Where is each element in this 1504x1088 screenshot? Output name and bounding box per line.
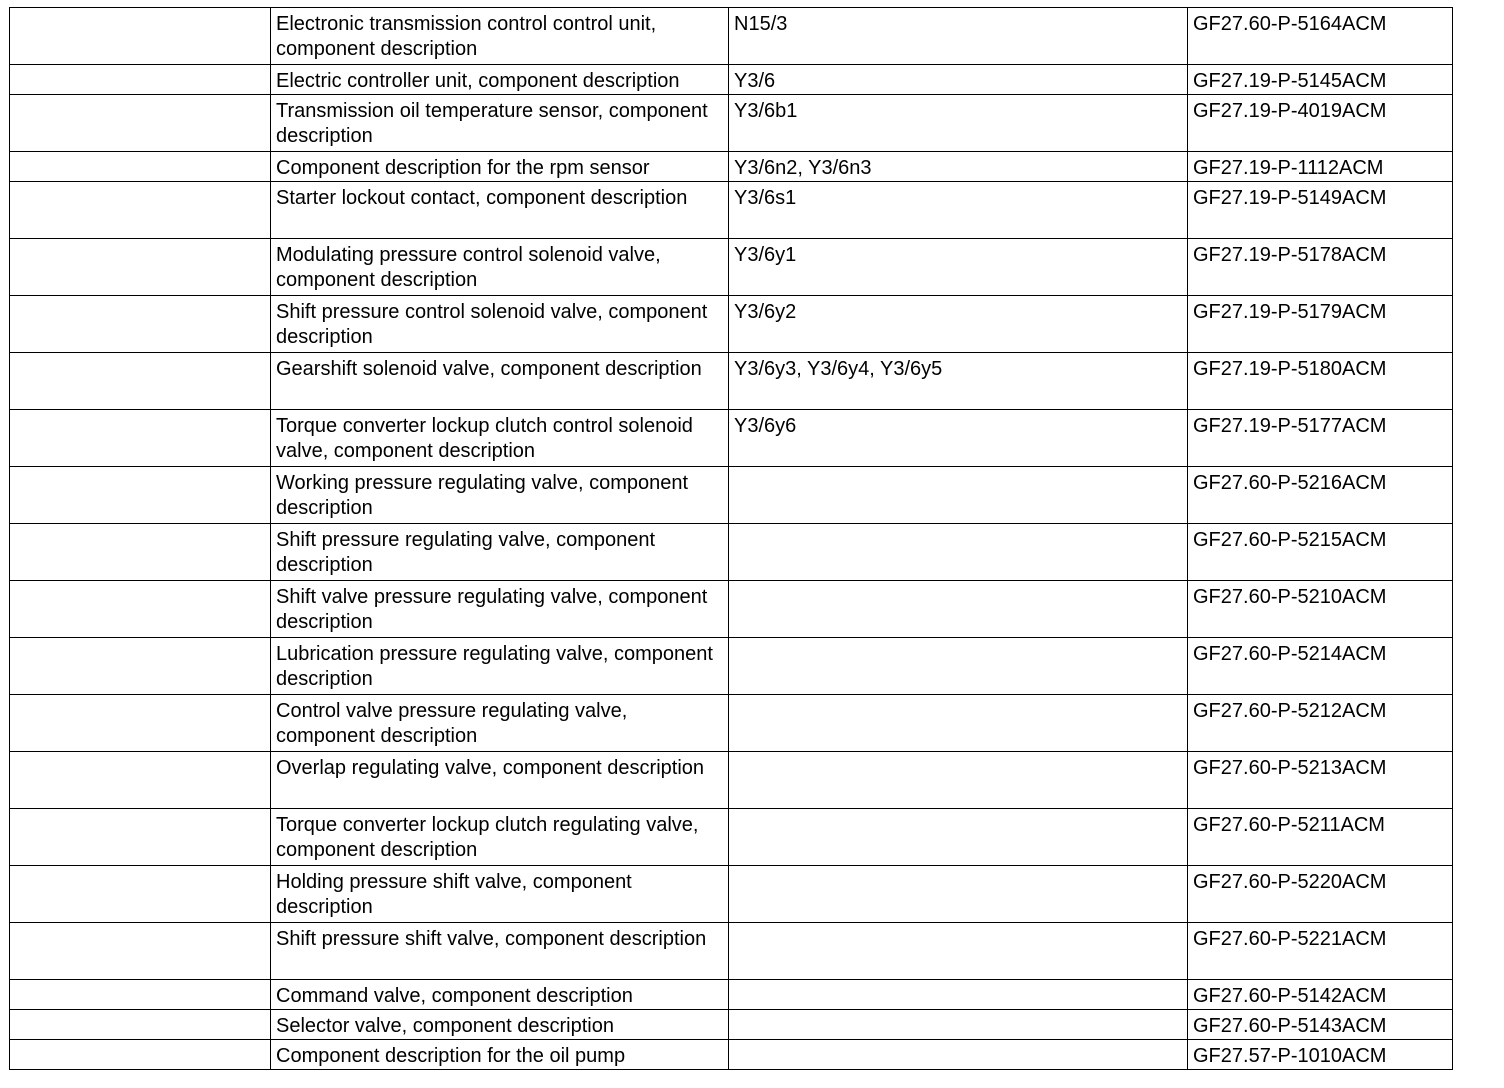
document-cell: GF27.19-P-5179ACM — [1188, 296, 1453, 353]
description-cell: Shift pressure shift valve, component description — [271, 923, 729, 980]
document-cell: GF27.60-P-5164ACM — [1188, 8, 1453, 65]
document-cell: GF27.60-P-5215ACM — [1188, 524, 1453, 581]
table-row — [10, 695, 1453, 752]
document-cell: GF27.19-P-5178ACM — [1188, 239, 1453, 296]
description-cell: Modulating pressure control solenoid valve, component description — [271, 239, 729, 296]
code-cell — [729, 1010, 1188, 1040]
empty-cell — [10, 980, 271, 1010]
table-row — [10, 296, 1453, 353]
code-cell: Y3/6b1 — [729, 95, 1188, 152]
empty-cell — [10, 467, 271, 524]
document-cell: GF27.60-P-5143ACM — [1188, 1010, 1453, 1040]
description-cell: Control valve pressure regulating valve, component description — [271, 695, 729, 752]
empty-cell — [10, 8, 271, 65]
table-row — [10, 809, 1453, 866]
code-cell: Y3/6y3, Y3/6y4, Y3/6y5 — [729, 353, 1188, 410]
description-cell: Overlap regulating valve, component description — [271, 752, 729, 809]
code-cell — [729, 524, 1188, 581]
description-cell: Working pressure regulating valve, component description — [271, 467, 729, 524]
description-cell: Shift valve pressure regulating valve, component description — [271, 581, 729, 638]
code-cell: Y3/6 — [729, 65, 1188, 95]
document-cell: GF27.19-P-5180ACM — [1188, 353, 1453, 410]
empty-cell — [10, 524, 271, 581]
table-row — [10, 638, 1453, 695]
empty-cell — [10, 182, 271, 239]
code-cell: N15/3 — [729, 8, 1188, 65]
document-cell: GF27.60-P-5210ACM — [1188, 581, 1453, 638]
empty-cell — [10, 866, 271, 923]
table-row — [10, 1040, 1453, 1070]
empty-cell — [10, 296, 271, 353]
description-cell: Electronic transmission control control unit, component description — [271, 8, 729, 65]
code-cell — [729, 980, 1188, 1010]
document-cell: GF27.19-P-4019ACM — [1188, 95, 1453, 152]
description-cell: Shift pressure control solenoid valve, component description — [271, 296, 729, 353]
empty-cell — [10, 923, 271, 980]
table-row — [10, 980, 1453, 1010]
document-cell: GF27.60-P-5214ACM — [1188, 638, 1453, 695]
table-row — [10, 65, 1453, 95]
document-cell: GF27.60-P-5212ACM — [1188, 695, 1453, 752]
code-cell: Y3/6n2, Y3/6n3 — [729, 152, 1188, 182]
empty-cell — [10, 353, 271, 410]
code-cell — [729, 467, 1188, 524]
description-cell: Electric controller unit, component description — [271, 65, 729, 95]
empty-cell — [10, 152, 271, 182]
table-row — [10, 581, 1453, 638]
document-cell: GF27.19-P-5177ACM — [1188, 410, 1453, 467]
code-cell: Y3/6s1 — [729, 182, 1188, 239]
code-cell — [729, 923, 1188, 980]
table-row — [10, 866, 1453, 923]
document-cell: GF27.60-P-5216ACM — [1188, 467, 1453, 524]
table-row — [10, 239, 1453, 296]
table-row — [10, 95, 1453, 152]
document-cell: GF27.19-P-1112ACM — [1188, 152, 1453, 182]
table-row — [10, 182, 1453, 239]
document-cell: GF27.60-P-5220ACM — [1188, 866, 1453, 923]
document-cell: GF27.19-P-5149ACM — [1188, 182, 1453, 239]
description-cell: Gearshift solenoid valve, component description — [271, 353, 729, 410]
empty-cell — [10, 410, 271, 467]
empty-cell — [10, 1040, 271, 1070]
description-cell: Lubrication pressure regulating valve, component description — [271, 638, 729, 695]
empty-cell — [10, 752, 271, 809]
empty-cell — [10, 638, 271, 695]
table-row — [10, 923, 1453, 980]
code-cell — [729, 866, 1188, 923]
document-cell: GF27.60-P-5221ACM — [1188, 923, 1453, 980]
code-cell — [729, 581, 1188, 638]
document-cell: GF27.57-P-1010ACM — [1188, 1040, 1453, 1070]
table-row — [10, 353, 1453, 410]
document-cell: GF27.60-P-5213ACM — [1188, 752, 1453, 809]
empty-cell — [10, 581, 271, 638]
description-cell: Torque converter lockup clutch regulating valve, component description — [271, 809, 729, 866]
table-row — [10, 152, 1453, 182]
component-description-table — [9, 7, 1453, 1070]
empty-cell — [10, 1010, 271, 1040]
empty-cell — [10, 239, 271, 296]
description-cell: Component description for the oil pump — [271, 1040, 729, 1070]
description-cell: Holding pressure shift valve, component description — [271, 866, 729, 923]
description-cell: Starter lockout contact, component description — [271, 182, 729, 239]
code-cell — [729, 1040, 1188, 1070]
code-cell — [729, 809, 1188, 866]
code-cell — [729, 695, 1188, 752]
code-cell: Y3/6y1 — [729, 239, 1188, 296]
description-cell: Shift pressure regulating valve, component description — [271, 524, 729, 581]
table-row — [10, 410, 1453, 467]
table-row — [10, 8, 1453, 65]
document-cell: GF27.60-P-5211ACM — [1188, 809, 1453, 866]
empty-cell — [10, 809, 271, 866]
table-row — [10, 524, 1453, 581]
code-cell: Y3/6y6 — [729, 410, 1188, 467]
empty-cell — [10, 65, 271, 95]
empty-cell — [10, 695, 271, 752]
table-body — [10, 8, 1453, 1070]
code-cell — [729, 638, 1188, 695]
table-row — [10, 1010, 1453, 1040]
description-cell: Command valve, component description — [271, 980, 729, 1010]
description-cell: Selector valve, component description — [271, 1010, 729, 1040]
document-cell: GF27.60-P-5142ACM — [1188, 980, 1453, 1010]
document-cell: GF27.19-P-5145ACM — [1188, 65, 1453, 95]
table-row — [10, 467, 1453, 524]
code-cell — [729, 752, 1188, 809]
description-cell: Transmission oil temperature sensor, component description — [271, 95, 729, 152]
code-cell: Y3/6y2 — [729, 296, 1188, 353]
table-row — [10, 752, 1453, 809]
description-cell: Torque converter lockup clutch control solenoid valve, component description — [271, 410, 729, 467]
empty-cell — [10, 95, 271, 152]
description-cell: Component description for the rpm sensor — [271, 152, 729, 182]
